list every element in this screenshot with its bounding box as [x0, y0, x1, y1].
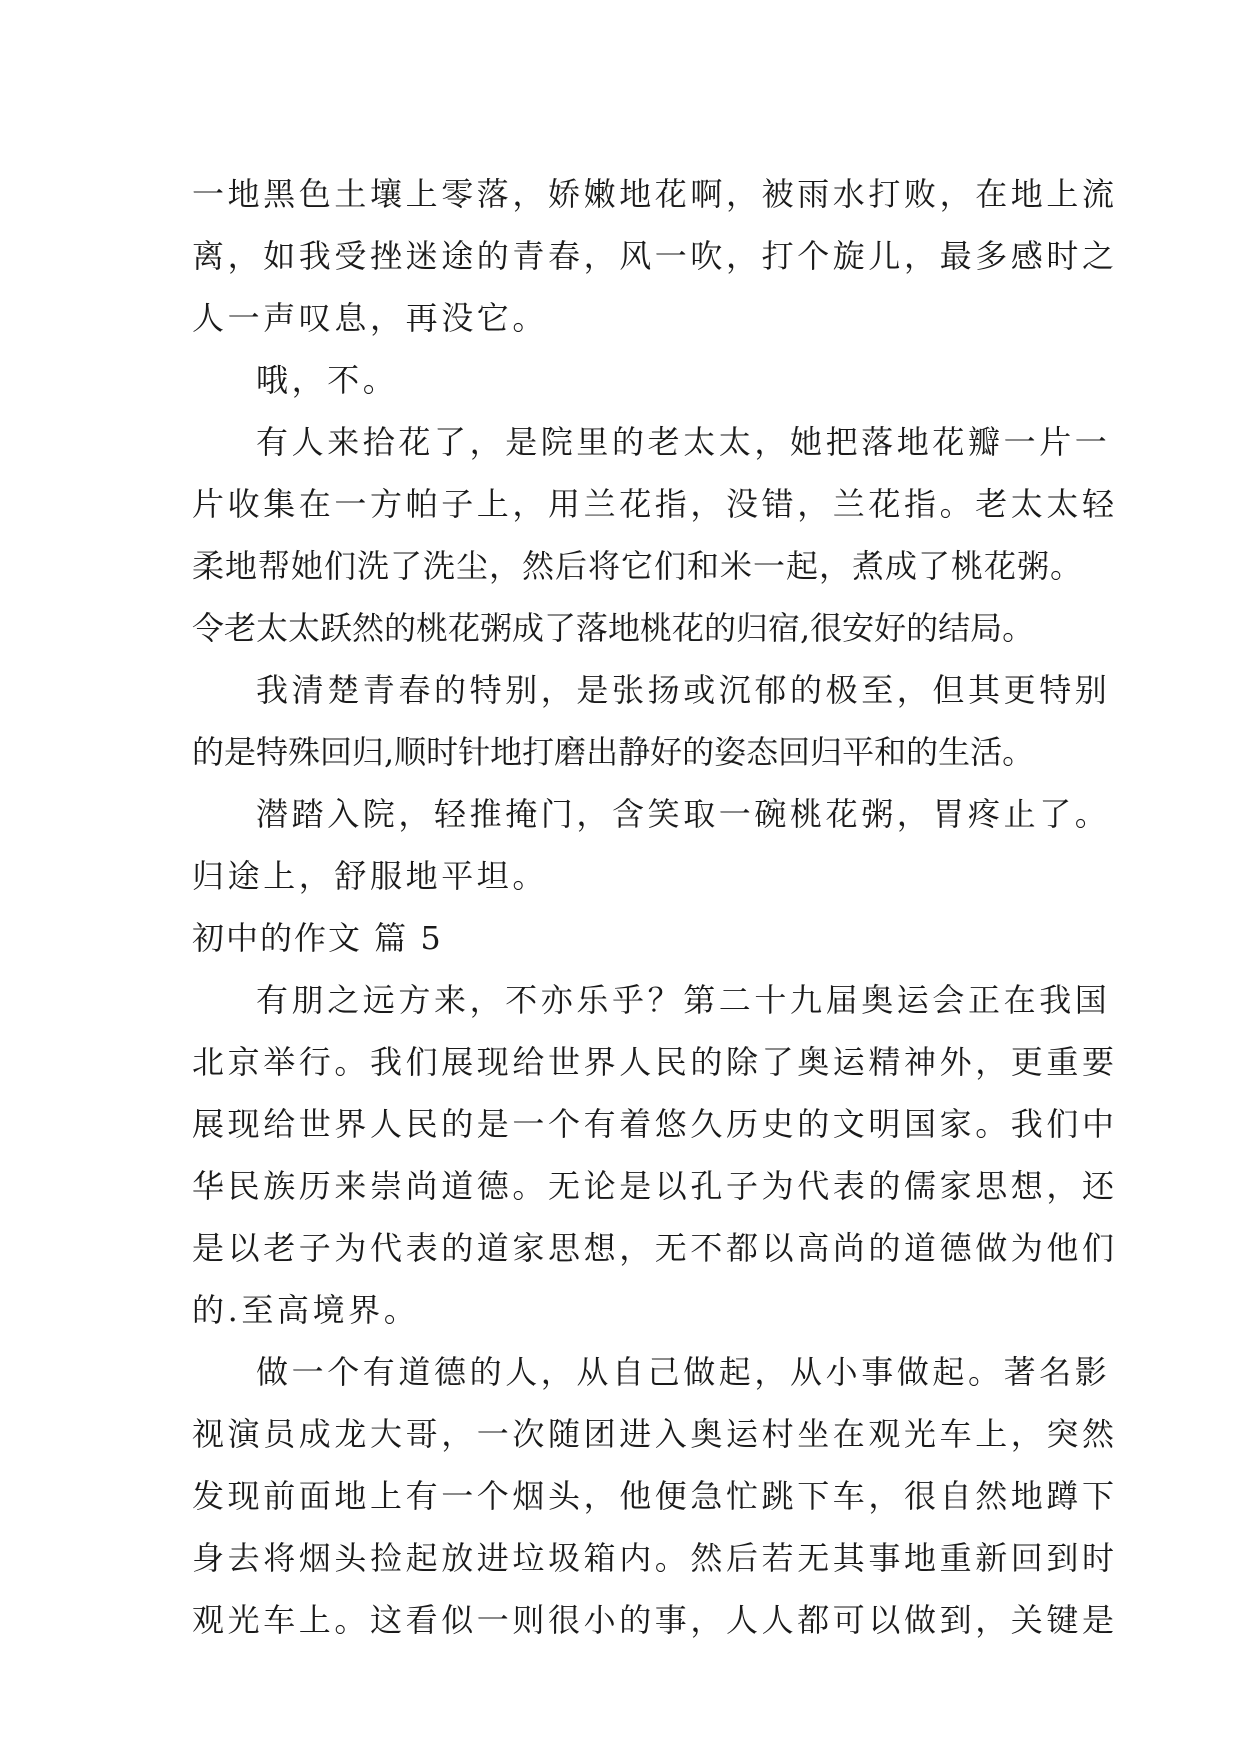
section-heading: 初中的作文 篇 5	[192, 919, 443, 957]
text-line: 令老太太跃然的桃花粥成了落地桃花的归宿,很安好的结局。	[192, 609, 1035, 647]
document-body	[192, 163, 1118, 1651]
text-line: 华民族历来崇尚道德。无论是以孔子为代表的儒家思想，还	[192, 1167, 1118, 1205]
text-line: 身去将烟头捡起放进垃圾箱内。然后若无其事地重新回到时	[192, 1539, 1118, 1577]
text-line: 展现给世界人民的是一个有着悠久历史的文明国家。我们中	[192, 1105, 1118, 1143]
text-line: 潜踏入院，轻推掩门，含笑取一碗桃花粥，胃疼止了。	[256, 795, 1111, 833]
text-line: 柔地帮她们洗了洗尘，然后将它们和米一起，煮成了桃花粥。	[192, 547, 1084, 585]
text-line: 人一声叹息，再没它。	[192, 299, 549, 337]
text-line: 有人来拾花了，是院里的老太太，她把落地花瓣一片一	[256, 423, 1111, 461]
text-line: 的.至高境界。	[192, 1291, 420, 1329]
text-line: 归途上，舒服地平坦。	[192, 857, 549, 895]
text-line: 一地黑色土壤上零落，娇嫩地花啊，被雨水打败，在地上流	[192, 175, 1118, 213]
text-line: 发现前面地上有一个烟头，他便急忙跳下车，很自然地蹲下	[192, 1477, 1118, 1515]
text-line: 是以老子为代表的道家思想，无不都以高尚的道德做为他们	[192, 1229, 1118, 1267]
text-line: 北京举行。我们展现给世界人民的除了奥运精神外，更重要	[192, 1043, 1118, 1081]
text-line: 离，如我受挫迷途的青春，风一吹，打个旋儿，最多感时之	[192, 237, 1118, 275]
text-line: 视演员成龙大哥，一次随团进入奥运村坐在观光车上，突然	[192, 1415, 1118, 1453]
text-line: 做一个有道德的人，从自己做起，从小事做起。著名影	[256, 1353, 1111, 1391]
text-line: 有朋之远方来，不亦乐乎？第二十九届奥运会正在我国	[256, 981, 1111, 1019]
text-line: 片收集在一方帕子上，用兰花指，没错，兰花指。老太太轻	[192, 485, 1118, 523]
text-line: 哦，不。	[256, 361, 399, 399]
text-line: 观光车上。这看似一则很小的事，人人都可以做到，关键是	[192, 1601, 1118, 1639]
text-line: 我清楚青春的特别，是张扬或沉郁的极至，但其更特别	[256, 671, 1111, 709]
text-line: 的是特殊回归,顺时针地打磨出静好的姿态回归平和的生活。	[192, 733, 1035, 771]
